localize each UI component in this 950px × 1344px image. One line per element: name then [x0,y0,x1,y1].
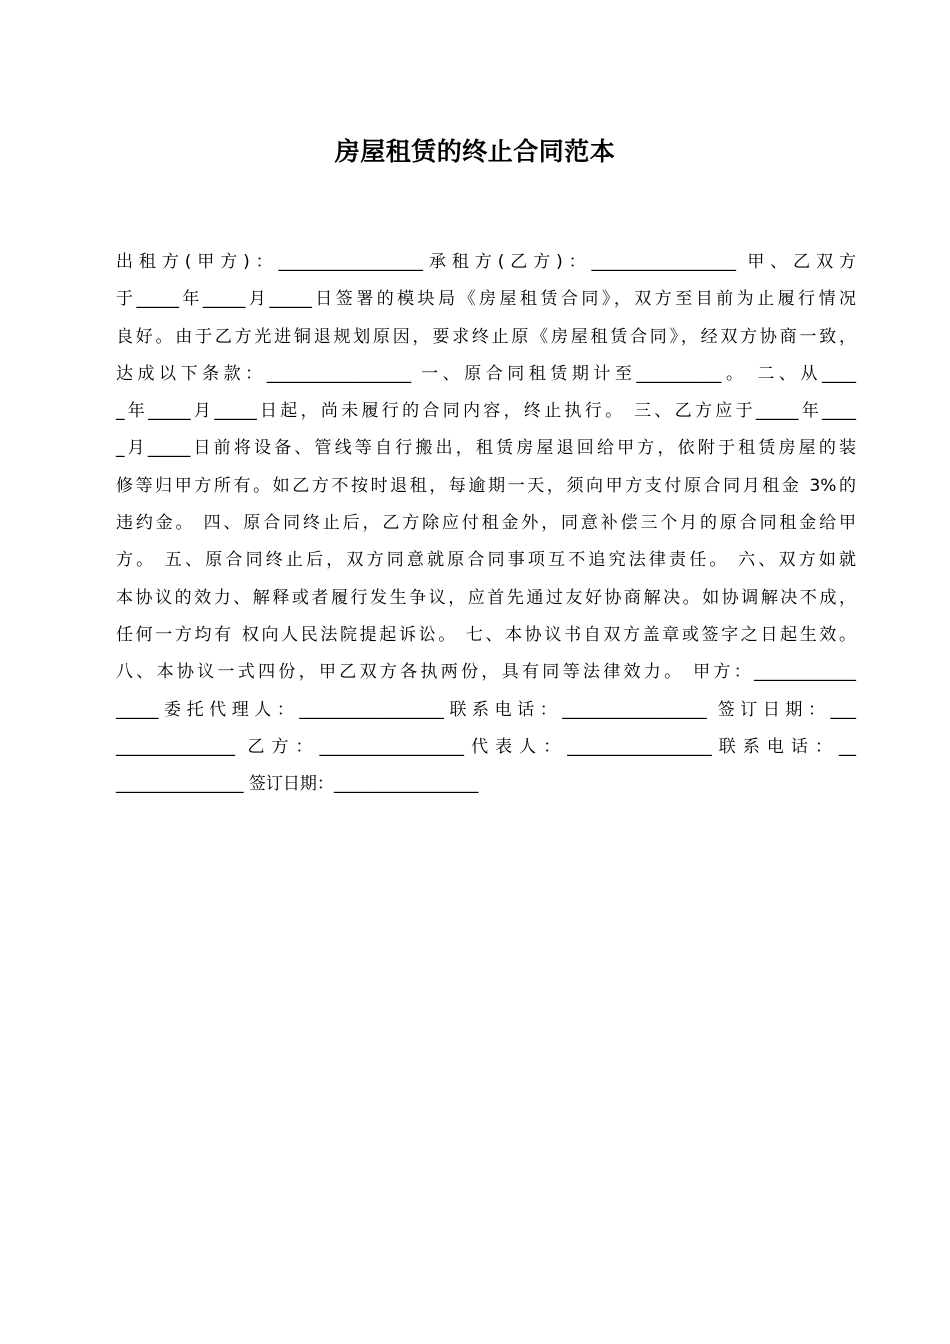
body-line: 于_____年_____月_____日签署的模块局《房屋租赁合同》，双方至目前为止履行情况 [116,289,856,310]
contract-body [116,244,856,803]
body-line: _______________ 签订日期：_________________ [116,774,479,795]
body-line: 方。 五、原合同终止后，双方同意就原合同事项互不追究法律责任。 六、双方如就 [116,550,856,571]
body-line: 达成以下条款：_________________ 一、原合同租赁期计至__________。 二、从____ [116,363,856,384]
document-title: 房屋租赁的终止合同范本 [334,137,616,166]
body-line: 修等归甲方所有。如乙方不按时退租，每逾期一天，须向甲方支付原合同月租金 3%的 [116,475,856,496]
body-line: _月_____日前将设备、管线等自行搬出，租赁房屋退回给甲方，依附于租赁房屋的装 [116,438,856,459]
body-line: _____委托代理人：_________________联系电话：_________________ 签订日期：___ [116,699,856,720]
body-line: 出租方(甲方)：_________________承租方(乙方)：_________________ 甲、乙双方 [116,252,856,272]
body-line: 良好。由于乙方光进铜退规划原因，要求终止原《房屋租赁合同》，经双方协商一致， [116,326,856,347]
body-line: 违约金。 四、原合同终止后，乙方除应付租金外，同意补偿三个月的原合同租金给甲 [116,513,856,534]
body-line: 本协议的效力、解释或者履行发生争议，应首先通过友好协商解决。如协调解决不成， [116,587,856,608]
body-line: 任何一方均有 权向人民法院提起诉讼。 七、本协议书自双方盖章或签字之日起生效。 [116,624,856,645]
body-line: _年_____月_____日起，尚未履行的合同内容，终止执行。 三、乙方应于_____年____ [116,401,856,422]
body-line: 八、本协议一式四份，甲乙双方各执两份，具有同等法律效力。 甲方：____________ [116,662,856,683]
body-line: ______________ 乙方：_________________代表人：_________________联系电话：__ [116,736,856,757]
